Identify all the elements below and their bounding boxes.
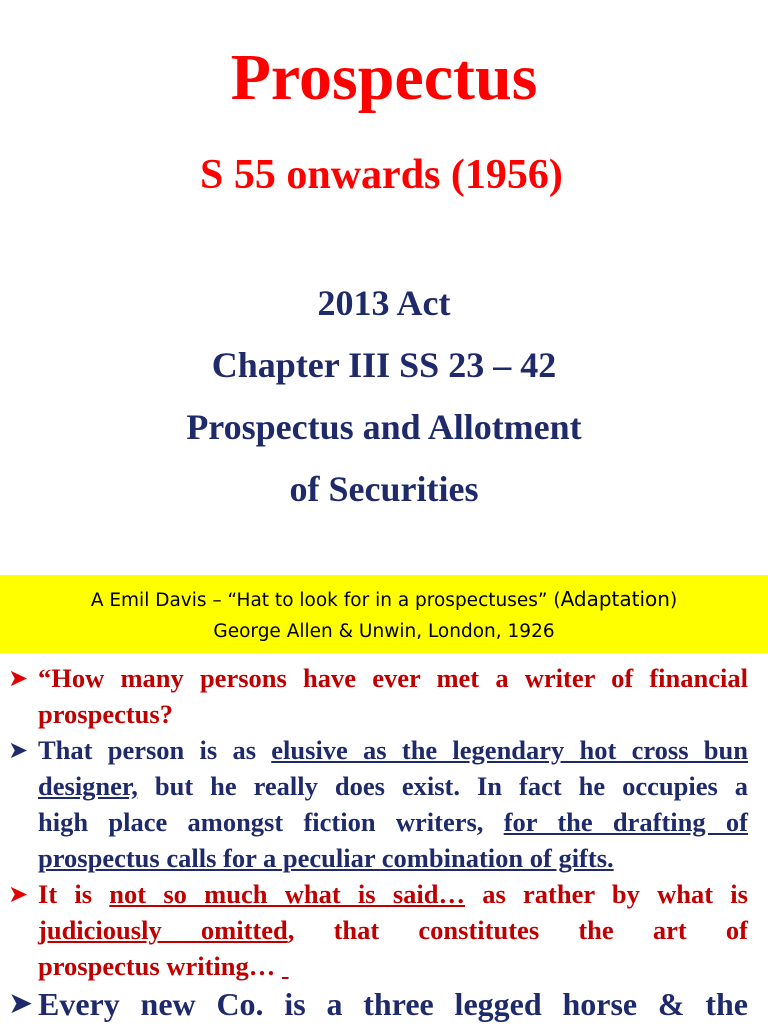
- bullet-text-underlined: designer,: [38, 771, 138, 801]
- quote-bullets: [8, 660, 748, 1024]
- arrow-bullet-icon: ➤: [8, 664, 29, 692]
- bullet-line: [38, 732, 748, 768]
- citation-paren: ): [669, 590, 678, 611]
- bullet-item: [8, 876, 748, 984]
- topic-line-cont: of Securities: [289, 469, 479, 509]
- bullet-line: [38, 804, 748, 840]
- bullet-item: [8, 984, 748, 1024]
- bullet-item: [8, 732, 748, 876]
- bullet-text: prospectus writing…: [38, 951, 282, 981]
- bullet-trailing-underline: [282, 951, 289, 981]
- bullet-text: It is: [38, 879, 110, 909]
- bullet-line: [38, 768, 748, 804]
- bullet-item: [8, 660, 748, 732]
- bullet-text-underlined: for the drafting of: [503, 807, 748, 837]
- arrow-bullet-icon: ➤: [8, 736, 29, 764]
- arrow-bullet-icon: ➤: [8, 986, 34, 1021]
- chapter-line: Chapter III SS 23 – 42: [211, 345, 557, 385]
- bullet-text-underlined: not so much what is said…: [109, 879, 465, 909]
- bullet-text: That person is as: [38, 735, 272, 765]
- bullet-line: [38, 912, 748, 948]
- topic-line: Prospectus and Allotment: [186, 407, 582, 447]
- bullet-line: “How many persons have ever met a writer of financial: [38, 663, 748, 693]
- citation-author-title: A Emil Davis – “Hat to look for in a prospectuses” (: [90, 590, 561, 611]
- bullet-text: but he really does exist. In fact he occupies a: [137, 771, 748, 801]
- bullet-line: Every new Co. is a three legged horse & the: [38, 986, 748, 1022]
- bullet-line: [38, 948, 748, 984]
- act-line: 2013 Act: [317, 283, 451, 323]
- bullet-line: prospectus?: [38, 699, 173, 729]
- act-heading: [0, 272, 768, 520]
- bullet-text: high place amongst fiction writers,: [38, 807, 504, 837]
- bullet-text-underlined: prospectus calls for a peculiar combination of gifts.: [38, 843, 614, 873]
- citation-line-2: George Allen & Unwin, London, 1926: [213, 621, 555, 642]
- bullet-text-underlined: elusive as the legendary hot cross bun: [271, 735, 748, 765]
- bullet-text: as rather by what is: [464, 879, 748, 909]
- arrow-bullet-icon: ➤: [8, 880, 29, 908]
- page-subtitle: S 55 onwards (1956): [200, 152, 563, 198]
- citation-banner: [0, 575, 768, 653]
- bullet-line: [38, 840, 748, 876]
- bullet-line: [38, 876, 748, 912]
- citation-adaptation: Adaptation: [560, 587, 670, 611]
- citation-line-1: [0, 584, 768, 616]
- bullet-text-underlined: judiciously omitted: [38, 915, 288, 945]
- page-title: Prospectus: [230, 41, 538, 114]
- bullet-text: , that constitutes the art of: [287, 915, 748, 945]
